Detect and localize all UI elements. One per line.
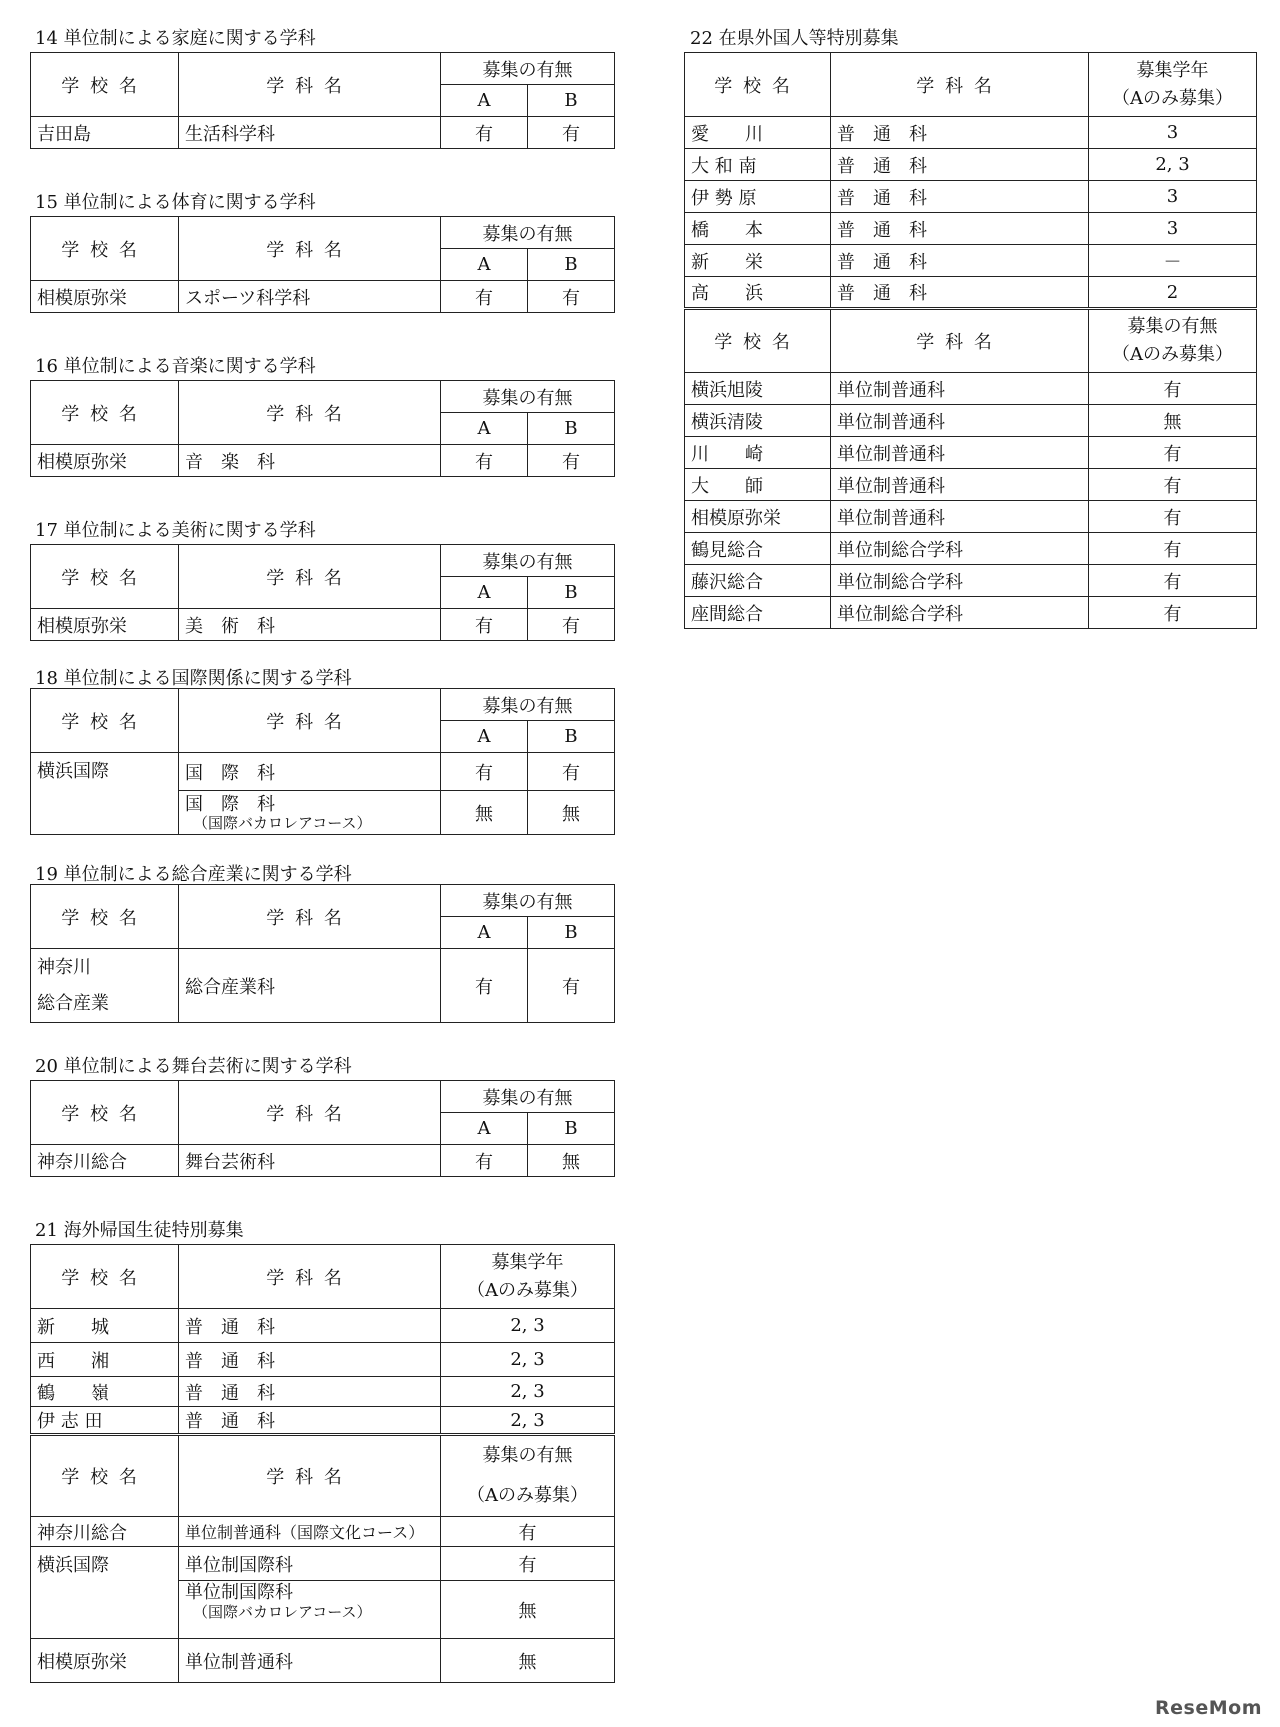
cell-school: 横浜国際 [31, 1547, 179, 1639]
header-grade-label: 募集学年 [491, 1251, 564, 1273]
cell-grade: 3 [1089, 213, 1257, 245]
cell-dept: 舞台芸術科 [179, 1145, 441, 1177]
header-grade [1089, 53, 1257, 117]
table-row [31, 117, 615, 149]
cell-school: 相模原弥栄 [31, 281, 179, 313]
header-school: 学校名 [31, 885, 179, 949]
cell-dept: 単位制総合学科 [831, 597, 1089, 629]
cell-school: 横浜清陵 [685, 405, 831, 437]
table-16 [30, 380, 615, 477]
cell-avail: 有 [441, 1517, 615, 1547]
cell-school: 伊 志 田 [31, 1407, 179, 1435]
table-row [685, 565, 1257, 597]
cell-dept: スポーツ科学科 [179, 281, 441, 313]
header-a-only: （Aのみ募集） [1112, 87, 1233, 109]
section-title-15: 15 単位制による体育に関する学科 [35, 192, 316, 213]
cell-school: 相模原弥栄 [31, 609, 179, 641]
table-row [685, 373, 1257, 405]
header-school: 学校名 [31, 1245, 179, 1309]
resemom-logo: ReseMom [1155, 1697, 1262, 1719]
cell-school: 高 浜 [685, 277, 831, 309]
cell-a: 有 [441, 1145, 528, 1177]
header-dept: 学科名 [179, 545, 441, 609]
header-avail: 募集の有無 [441, 545, 615, 577]
table-row [685, 597, 1257, 629]
table-19 [30, 884, 615, 1023]
cell-dept: 単位制普通科 [831, 405, 1089, 437]
cell-school: 横浜国際 [31, 753, 179, 835]
cell-a: 有 [441, 753, 528, 791]
header-dept: 学科名 [179, 1245, 441, 1309]
cell-avail: 有 [441, 1547, 615, 1581]
cell-grade: 3 [1089, 181, 1257, 213]
cell-dept: 普 通 科 [831, 245, 1089, 277]
table-row [685, 469, 1257, 501]
cell-b: 有 [528, 949, 615, 1023]
header-dept: 学科名 [179, 217, 441, 281]
header-avail-a-only [1089, 309, 1257, 373]
cell-dept [179, 791, 441, 835]
cell-grade: 2, 3 [441, 1407, 615, 1435]
header-dept: 学科名 [179, 53, 441, 117]
table-row [31, 1377, 615, 1407]
cell-b: 有 [528, 609, 615, 641]
section-title-19: 19 単位制による総合産業に関する学科 [35, 864, 352, 885]
cell-b: 有 [528, 281, 615, 313]
table-21 [30, 1244, 615, 1683]
cell-avail: 無 [1089, 405, 1257, 437]
cell-dept: 単位制総合学科 [831, 565, 1089, 597]
cell-school: 藤沢総合 [685, 565, 831, 597]
cell-avail: 有 [1089, 373, 1257, 405]
table-row [31, 949, 615, 1023]
section-title-17: 17 単位制による美術に関する学科 [35, 520, 316, 541]
dept-name: 国 際 科 [185, 793, 275, 815]
header-b: B [528, 721, 615, 753]
header-avail: 募集の有無 [441, 217, 615, 249]
cell-avail: 有 [1089, 565, 1257, 597]
cell-b: 有 [528, 117, 615, 149]
cell-school: 鶴見総合 [685, 533, 831, 565]
cell-grade: 2 [1089, 277, 1257, 309]
header-a: A [441, 413, 528, 445]
header-grade [441, 1245, 615, 1309]
cell-avail: 有 [1089, 597, 1257, 629]
table-20 [30, 1080, 615, 1177]
header-avail-a-only [441, 1435, 615, 1517]
cell-school: 新 栄 [685, 245, 831, 277]
cell-dept: 普 通 科 [179, 1377, 441, 1407]
cell-school: 新 城 [31, 1309, 179, 1343]
table-row [685, 277, 1257, 309]
table-row [685, 405, 1257, 437]
header-a: A [441, 1113, 528, 1145]
header-dept: 学科名 [179, 689, 441, 753]
cell-dept: 美 術 科 [179, 609, 441, 641]
header-school: 学校名 [31, 217, 179, 281]
cell-b: 無 [528, 791, 615, 835]
cell-school: 鶴 嶺 [31, 1377, 179, 1407]
cell-school: 相模原弥栄 [31, 1639, 179, 1683]
table-18 [30, 688, 615, 835]
cell-b: 有 [528, 753, 615, 791]
cell-b: 有 [528, 445, 615, 477]
cell-school: 横浜旭陵 [685, 373, 831, 405]
section-title-21: 21 海外帰国生徒特別募集 [35, 1220, 244, 1241]
header-a-only: （Aのみ募集） [1112, 344, 1233, 365]
table-row [685, 533, 1257, 565]
cell-a: 有 [441, 117, 528, 149]
table-row [31, 753, 615, 791]
cell-dept: 単位制普通科 [831, 437, 1089, 469]
table-row [31, 1309, 615, 1343]
cell-grade: 2, 3 [441, 1309, 615, 1343]
section-title-22: 22 在県外国人等特別募集 [690, 28, 899, 49]
table-row [31, 281, 615, 313]
table-row [31, 609, 615, 641]
cell-grade: 2, 3 [1089, 149, 1257, 181]
header-school: 学校名 [685, 53, 831, 117]
cell-school: 西 湘 [31, 1343, 179, 1377]
dept-course: （国際バカロレアコース） [193, 814, 372, 833]
cell-dept: 単位制国際科 [179, 1547, 441, 1581]
cell-school: 座間総合 [685, 597, 831, 629]
cell-dept: 単位制総合学科 [831, 533, 1089, 565]
cell-dept: 普 通 科 [179, 1343, 441, 1377]
section-title-18: 18 単位制による国際関係に関する学科 [35, 668, 352, 689]
table-row [31, 1639, 615, 1683]
cell-dept: 普 通 科 [831, 181, 1089, 213]
header-avail: 募集の有無 [441, 381, 615, 413]
header-school: 学校名 [31, 689, 179, 753]
cell-dept: 生活科学科 [179, 117, 441, 149]
table-row [685, 245, 1257, 277]
header-a-only: （Aのみ募集） [467, 1485, 588, 1506]
header-school: 学校名 [31, 381, 179, 445]
cell-dept: 単位制普通科 [831, 469, 1089, 501]
header-dept: 学科名 [179, 885, 441, 949]
cell-a: 有 [441, 609, 528, 641]
cell-grade: 2, 3 [441, 1343, 615, 1377]
header-avail: 募集の有無 [441, 53, 615, 85]
cell-school: 愛 川 [685, 117, 831, 149]
cell-grade: 3 [1089, 117, 1257, 149]
header-dept: 学科名 [179, 1435, 441, 1517]
header-b: B [528, 249, 615, 281]
header-school: 学校名 [31, 53, 179, 117]
table-row [31, 445, 615, 477]
section-title-16: 16 単位制による音楽に関する学科 [35, 356, 316, 377]
header-a-only: （Aのみ募集） [467, 1279, 588, 1301]
table-22 [684, 52, 1257, 629]
table-row [685, 501, 1257, 533]
header-a: A [441, 85, 528, 117]
header-dept: 学科名 [179, 381, 441, 445]
cell-dept: 音 楽 科 [179, 445, 441, 477]
header-b: B [528, 85, 615, 117]
header-avail-label: 募集の有無 [1127, 316, 1218, 338]
cell-dept: 普 通 科 [831, 213, 1089, 245]
cell-school: 相模原弥栄 [685, 501, 831, 533]
header-school: 学校名 [31, 545, 179, 609]
header-b: B [528, 577, 615, 609]
table-row [31, 1343, 615, 1377]
cell-dept: 総合産業科 [179, 949, 441, 1023]
header-a: A [441, 917, 528, 949]
table-15 [30, 216, 615, 313]
cell-avail: 有 [1089, 533, 1257, 565]
cell-a: 無 [441, 791, 528, 835]
header-a: A [441, 249, 528, 281]
dept-name: 単位制国際科 [185, 1582, 293, 1603]
header-dept: 学科名 [831, 53, 1089, 117]
cell-dept: 普 通 科 [179, 1407, 441, 1435]
cell-a: 有 [441, 949, 528, 1023]
cell-school: 川 崎 [685, 437, 831, 469]
cell-dept: 国 際 科 [179, 753, 441, 791]
cell-dept: 単位制普通科（国際文化コース） [179, 1517, 441, 1547]
cell-school: 大 師 [685, 469, 831, 501]
header-b: B [528, 1113, 615, 1145]
cell-grade: 2, 3 [441, 1377, 615, 1407]
table-row [31, 1547, 615, 1581]
cell-dept: 単位制普通科 [831, 373, 1089, 405]
dept-course: （国際バカロレアコース） [193, 1602, 372, 1621]
table-row [685, 149, 1257, 181]
header-avail-label: 募集の有無 [482, 1445, 573, 1467]
cell-avail: 無 [441, 1581, 615, 1639]
section-title-14: 14 単位制による家庭に関する学科 [35, 28, 316, 49]
cell-school: 神奈川総合 [31, 1517, 179, 1547]
cell-grade: － [1089, 245, 1257, 277]
cell-dept: 普 通 科 [831, 149, 1089, 181]
cell-avail: 有 [1089, 469, 1257, 501]
header-b: B [528, 413, 615, 445]
cell-b: 無 [528, 1145, 615, 1177]
table-row [685, 213, 1257, 245]
header-b: B [528, 917, 615, 949]
cell-a: 有 [441, 281, 528, 313]
cell-avail: 有 [1089, 437, 1257, 469]
table-17 [30, 544, 615, 641]
cell-avail: 無 [441, 1639, 615, 1683]
cell-school: 神奈川 総合産業 [31, 949, 179, 1023]
cell-school: 伊 勢 原 [685, 181, 831, 213]
section-title-20: 20 単位制による舞台芸術に関する学科 [35, 1056, 352, 1077]
cell-dept: 普 通 科 [179, 1309, 441, 1343]
header-a: A [441, 577, 528, 609]
cell-school: 橋 本 [685, 213, 831, 245]
table-row [31, 1145, 615, 1177]
cell-avail: 有 [1089, 501, 1257, 533]
table-row [685, 117, 1257, 149]
table-row [685, 181, 1257, 213]
header-school: 学校名 [685, 309, 831, 373]
header-dept: 学科名 [831, 309, 1089, 373]
table-row [31, 1517, 615, 1547]
cell-dept: 単位制普通科 [831, 501, 1089, 533]
header-avail: 募集の有無 [441, 689, 615, 721]
header-avail: 募集の有無 [441, 885, 615, 917]
header-school: 学校名 [31, 1435, 179, 1517]
cell-dept [179, 1581, 441, 1639]
header-dept: 学科名 [179, 1081, 441, 1145]
cell-school: 大 和 南 [685, 149, 831, 181]
header-grade-label: 募集学年 [1136, 59, 1209, 81]
cell-a: 有 [441, 445, 528, 477]
table-row [685, 437, 1257, 469]
table-row [31, 1407, 615, 1435]
header-a: A [441, 721, 528, 753]
cell-school: 神奈川総合 [31, 1145, 179, 1177]
header-avail: 募集の有無 [441, 1081, 615, 1113]
cell-school: 相模原弥栄 [31, 445, 179, 477]
cell-dept: 単位制普通科 [179, 1639, 441, 1683]
header-school: 学校名 [31, 1081, 179, 1145]
cell-dept: 普 通 科 [831, 117, 1089, 149]
table-14 [30, 52, 615, 149]
cell-dept: 普 通 科 [831, 277, 1089, 309]
cell-school: 吉田島 [31, 117, 179, 149]
